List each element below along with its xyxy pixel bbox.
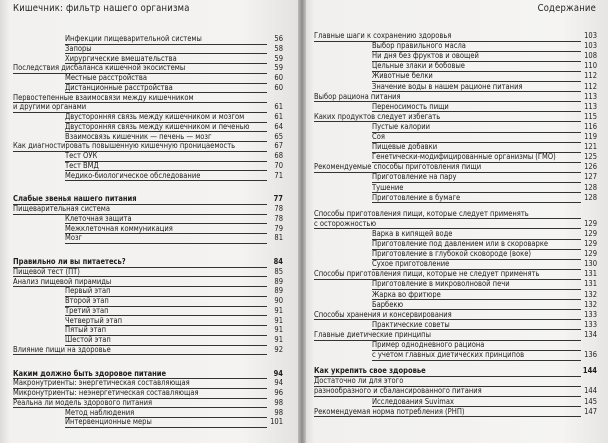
toc-entry-title: Микронутриенты: неэнергетическая составляющая xyxy=(13,388,199,397)
toc-entry-page: 132 xyxy=(584,299,597,309)
toc-entry-page: 136 xyxy=(584,350,597,360)
toc-entry-title: Пример однодневного рациона xyxy=(372,340,485,349)
toc-entry-title: Макронутриенты: энергетическая составляющая xyxy=(13,378,190,388)
toc-entry-title: Второй этап xyxy=(65,296,109,305)
toc-entry-page: 108 xyxy=(584,51,597,61)
toc-entry-page: 90 xyxy=(274,296,283,305)
toc-entry-page: 147 xyxy=(584,406,597,416)
toc-entry-title: Приготовление в бумаге xyxy=(372,192,461,202)
toc-entry-page: 92 xyxy=(274,344,283,354)
toc-entry-title: Главные диетические принципы xyxy=(314,329,431,339)
toc-entry-title: Практические советы xyxy=(372,319,450,329)
toc-entry-title: Способы хранения и консервирования xyxy=(314,309,452,319)
toc-entry-page: 121 xyxy=(584,142,597,152)
toc-entry-title: Как укрепить свое здоровье xyxy=(314,366,426,376)
toc-entry-rule xyxy=(13,354,267,355)
toc-entry-page: 71 xyxy=(274,170,283,180)
toc-entry-page: 112 xyxy=(584,81,597,91)
toc-entry-title: Животные белки xyxy=(372,71,433,81)
toc-entry-title: Генетически-модифицированные организмы (ГМО) xyxy=(372,152,556,162)
toc-entry-title: Тушение xyxy=(372,182,404,192)
toc-entry-title: Цельные злаки и бобовые xyxy=(372,61,465,71)
toc-entry-rule xyxy=(65,427,267,428)
toc-entry-page: 77 xyxy=(273,194,283,204)
toc-entry-rule xyxy=(372,202,581,203)
left-page xyxy=(0,0,302,443)
toc-entry-title: Клеточная защита xyxy=(65,213,132,223)
toc-entry-page: 113 xyxy=(584,91,597,101)
toc-entry-title: Выбор правильного масла xyxy=(372,41,466,51)
toc-entry-page: 132 xyxy=(584,289,597,299)
toc-entry-title: Хирургические вмешательства xyxy=(65,53,177,63)
toc-entry-title: Как диагностировать повышенную кишечную проницаемость xyxy=(13,141,236,151)
toc-entry-title: Пищеварительная система xyxy=(13,204,110,213)
toc-entry-title: Первый этап xyxy=(65,286,111,296)
toc-entry-page: 127 xyxy=(584,172,597,182)
toc-entry-title: Ни дня без фруктов и овощей xyxy=(372,51,479,61)
right-page xyxy=(302,0,608,443)
toc-entry-title: Влияние пищи на здоровье xyxy=(13,344,111,354)
toc-entry-title: Шестой этап xyxy=(65,335,111,344)
toc-entry-page: 91 xyxy=(274,335,283,344)
toc-entry-page: 85 xyxy=(274,266,283,276)
toc-entry-page: 59 xyxy=(274,53,283,63)
toc-entry-page: 130 xyxy=(584,259,597,269)
toc-entry-title: Варка в кипящей воде xyxy=(372,228,453,238)
toc-entry-title: Инфекции пищеварительной системы xyxy=(65,34,202,43)
toc-entry-title: Интервенционные меры xyxy=(65,417,152,427)
toc-entry-page: 126 xyxy=(584,162,597,172)
toc-entry-page: 79 xyxy=(274,223,283,233)
toc-entry-page: 103 xyxy=(584,31,597,40)
toc-entry-title: Третий этап xyxy=(65,305,109,315)
toc-entry-page: 134 xyxy=(584,329,597,339)
toc-entry-title: Двусторонняя связь между кишечником и печенью xyxy=(65,121,250,131)
toc-entry-title: Рекомендуемые способы приготовления пищи xyxy=(314,162,482,172)
toc-entry-page: 103 xyxy=(584,41,597,51)
toc-entry-title: Реальна ли модель здорового питания xyxy=(13,397,153,407)
toc-entry-page: 60 xyxy=(274,82,283,92)
toc-entry-page: 61 xyxy=(274,112,283,121)
toc-entry-title: Мозг xyxy=(65,233,83,243)
toc-entry-title: Каких продуктов следует избегать xyxy=(314,111,441,121)
toc-entry-title: Выбор рациона питания xyxy=(314,91,401,101)
toc-entry-page: 129 xyxy=(584,228,597,238)
toc-entry-title: Пятый этап xyxy=(65,325,107,335)
toc-entry-page: 91 xyxy=(274,315,283,325)
toc-entry-page: 70 xyxy=(274,160,283,170)
toc-entry-page: 110 xyxy=(584,61,597,71)
toc-entry-page: 129 xyxy=(584,239,597,248)
toc-entry-page: 128 xyxy=(584,192,597,202)
toc-entry-title: Тест OУК xyxy=(65,151,98,160)
toc-entry-page: 96 xyxy=(274,388,283,397)
toc-entry-page: 61 xyxy=(274,102,283,112)
toc-entry-title: Первостепенные взаимосвязи между кишечником xyxy=(13,92,194,102)
toc-entry-title: Межклеточная коммуникация xyxy=(65,223,173,233)
toc-entry-title: Приготовление под давлением или в скороварке xyxy=(372,239,549,248)
toc-entry-page: 125 xyxy=(584,152,597,162)
toc-entry-title: Главные шаги к сохранению здоровья xyxy=(314,31,452,40)
toc-entry-title: с осторожностью xyxy=(314,218,377,228)
toc-entry-title: Тест ВМД xyxy=(65,160,99,170)
toc-entry-title: Правильно ли вы питаетесь? xyxy=(13,257,126,266)
toc-entry-title: Пустые калории xyxy=(372,121,431,131)
toc-entry-title: Достаточно ли для этого xyxy=(314,376,404,386)
toc-entry-title: Приготовление в микроволновой печи xyxy=(372,279,510,289)
toc-entry-page: 116 xyxy=(584,121,597,131)
toc-entry-page: 131 xyxy=(584,279,597,289)
toc-entry-title: Переносимость пищи xyxy=(372,101,449,111)
toc-entry-page: 60 xyxy=(274,73,283,82)
toc-entry-title: и другими органами xyxy=(13,102,87,112)
toc-entry-page: 94 xyxy=(273,368,283,378)
toc-entry-title: Взаимосвязь кишечник — печень — мозг xyxy=(65,131,212,141)
toc-entry-title: Метод наблюдения xyxy=(65,407,135,417)
toc-entry-page: 101 xyxy=(270,417,283,427)
toc-entry-page: 144 xyxy=(582,366,597,376)
toc-entry-title: Пищевые добавки xyxy=(372,142,438,152)
toc-entry-title: Местные расстройства xyxy=(65,73,147,82)
toc-entry-page: 91 xyxy=(274,305,283,315)
toc-entry-page: 98 xyxy=(274,397,283,407)
toc-entry-page: 59 xyxy=(274,63,283,73)
toc-entry-page: 64 xyxy=(274,121,283,131)
toc-entry-page: 91 xyxy=(274,325,283,335)
book-spine xyxy=(298,0,306,443)
toc-entry-page: 131 xyxy=(584,269,597,279)
toc-entry-title: Способы приготовления пищи, которые следует применять xyxy=(314,208,529,218)
toc-entry-title: Значение воды в нашем рационе питания xyxy=(372,81,523,91)
toc-entry-title: Приготовление на пару xyxy=(372,172,457,182)
left-running-head: Кишечник: фильтр нашего организма xyxy=(13,3,190,14)
toc-entry-page: 129 xyxy=(584,249,597,259)
toc-entry-title: Соя xyxy=(372,132,385,141)
toc-entry-title: Последствия дисбаланса кишечной экосистемы xyxy=(13,63,186,73)
toc-entry-page: 112 xyxy=(584,71,597,81)
toc-entry-page: 113 xyxy=(584,101,597,111)
toc-entry-title: с учетом главных диетических принципов xyxy=(372,350,525,360)
toc-entry-title: Жарка во фритюре xyxy=(372,289,441,299)
toc-entry-page: 84 xyxy=(273,257,283,266)
toc-entry-page: 129 xyxy=(584,218,597,228)
toc-entry-title: Приготовление в глубокой сковороде (воке) xyxy=(372,249,531,259)
toc-entry-title: Каким должно быть здоровое питание xyxy=(13,368,167,378)
toc-entry-rule xyxy=(65,180,267,181)
toc-entry-page: 58 xyxy=(274,43,283,53)
toc-entry-rule xyxy=(372,360,581,361)
toc-entry-page: 65 xyxy=(274,131,283,141)
toc-entry-title: Способы приготовления пищи, которые не следует применять xyxy=(314,269,540,279)
toc-entry-page: 145 xyxy=(584,396,597,406)
toc-entry-title: разнообразного и сбалансированного питания xyxy=(314,386,482,396)
toc-entry-page: 98 xyxy=(274,407,283,417)
toc-entry-page: 81 xyxy=(274,233,283,243)
toc-entry-title: Четвертый этап xyxy=(65,315,123,325)
toc-entry-title: Запоры xyxy=(65,43,92,53)
toc-entry-page: 144 xyxy=(584,386,597,396)
toc-entry-page: 133 xyxy=(584,309,597,319)
toc-entry-title: Исследования Suvimax xyxy=(372,396,454,406)
toc-entry-page: 94 xyxy=(274,378,283,388)
toc-entry-title: Дистанционные расстройства xyxy=(65,82,173,92)
toc-entry-title: Рекомендуемая норма потребления (РНП) xyxy=(314,406,465,416)
toc-entry-rule xyxy=(65,243,267,244)
toc-entry-page: 67 xyxy=(274,141,283,151)
toc-entry-title: Сухое приготовление xyxy=(372,259,450,269)
toc-entry-page: 128 xyxy=(584,182,597,192)
toc-entry-page: 56 xyxy=(274,34,283,43)
toc-entry-page: 119 xyxy=(584,132,597,141)
right-running-head: Содержание xyxy=(537,3,596,14)
toc-entry-page: 133 xyxy=(584,319,597,329)
toc-entry-page: 89 xyxy=(274,286,283,296)
toc-entry-page: 68 xyxy=(274,151,283,160)
toc-entry-title: Анализ пищевой пирамиды xyxy=(13,276,112,286)
toc-entry-page: 115 xyxy=(584,111,597,121)
toc-entry-page: 78 xyxy=(274,204,283,213)
toc-entry-title: Барбекю xyxy=(372,299,404,309)
toc-entry-title: Двусторонняя связь между кишечником и мозгом xyxy=(65,112,245,121)
toc-entry-rule xyxy=(314,416,581,417)
toc-entry-title: Слабые звенья нашего питания xyxy=(13,194,137,204)
toc-entry-title: Пищевой тест (ПТ) xyxy=(13,266,80,276)
toc-entry-title: Медико-биологическое обследование xyxy=(65,170,201,180)
toc-entry-page: 89 xyxy=(274,276,283,286)
toc-entry-page: 78 xyxy=(274,213,283,223)
